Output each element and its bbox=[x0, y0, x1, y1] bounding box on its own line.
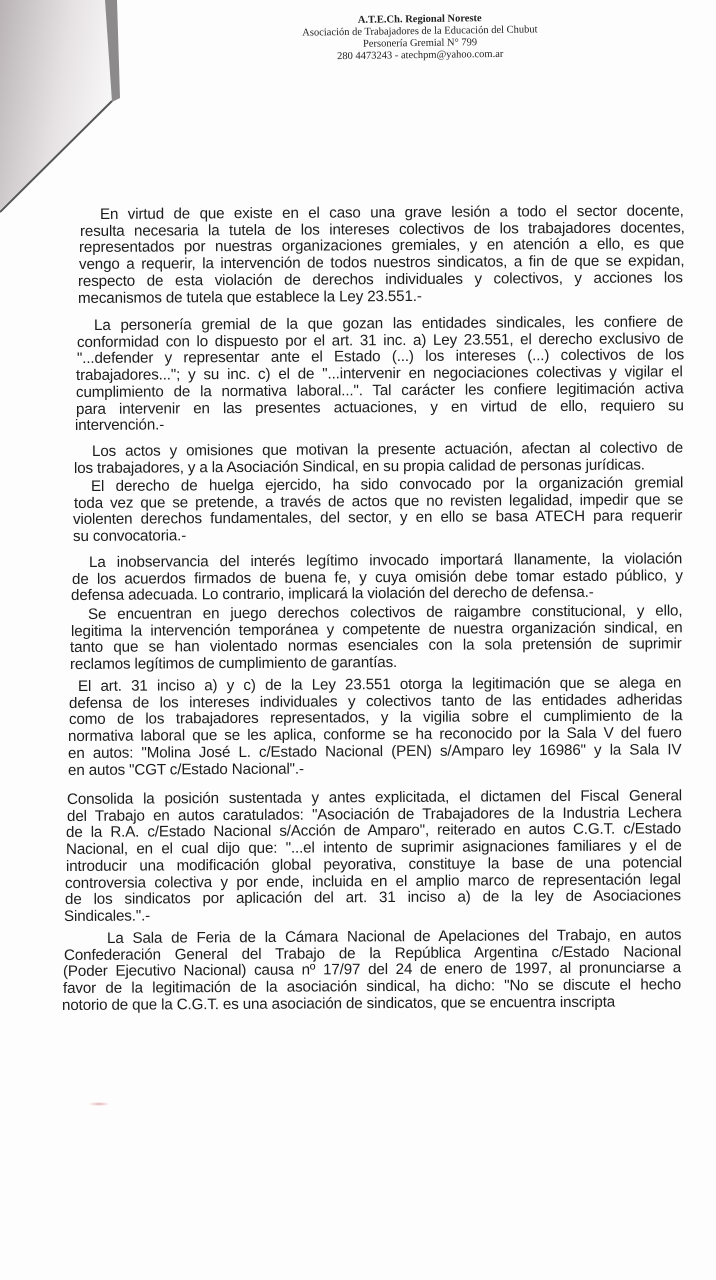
text-line: como de los trabajadores representados, y la vigilia sobre el cumplimiento de la bbox=[68, 707, 683, 729]
text-line: "...defender y representar ante el Estado (...) los intereses (...) colectivos de los bbox=[76, 346, 684, 368]
text-line: legitima la intervención temporánea y competente de nuestra organización sindical, en bbox=[70, 618, 683, 640]
text-line: notorio de que la C.G.T. es una asociación de sindicatos, que se encuentra inscripta bbox=[62, 993, 616, 1014]
text-line: de los acuerdos firmados de buena fe, y cuya omisión debe tomar estado público, y bbox=[71, 566, 683, 588]
text-line: favor de la legitimación de la asociación sindical, ha dicho: "No se discute el hecho bbox=[62, 976, 681, 998]
text-line: trabajadores..."; y su inc. c) el de "...intervenir en negociaciones colectivas y vigilar el bbox=[76, 363, 684, 385]
text-line: los trabajadores, y a la Asociación Sindical, en su propia calidad de personas jurídicas. bbox=[74, 456, 646, 477]
ink-smudge bbox=[88, 1102, 110, 1106]
text-line: En virtud de que existe en el caso una grave lesión a todo el sector docente, bbox=[99, 202, 684, 223]
text-line: controversia colectiva y por ende, incluida en el amplio marco de representación legal bbox=[65, 870, 682, 892]
text-line: del Trabajo en autos caratulados: "Asociación de Trabajadores de la Industria Lechera bbox=[66, 803, 682, 825]
text-line: La personería gremial de la que gozan las entidades sindicales, les confiere de bbox=[94, 313, 684, 334]
text-line: su convocatoria.- bbox=[72, 527, 186, 546]
text-line: para intervenir en las presentes actuaciones, y en virtud de ello, requiero su bbox=[75, 396, 684, 418]
text-line: Sindicales.".- bbox=[64, 907, 151, 925]
text-line: defensa de los intereses individuales y colectivos tanto de las entidades adheridas bbox=[69, 690, 683, 712]
text-line: en autos "CGT c/Estado Nacional".- bbox=[67, 760, 304, 779]
text-line: intervención.- bbox=[75, 416, 165, 435]
text-line: toda vez que se pretende, a través de actos que no revisten legalidad, impedir que se bbox=[73, 490, 683, 512]
text-line: cumplimiento de la normativa laboral...". Tal carácter les confiere legitimación activa bbox=[75, 380, 684, 401]
text-line: respecto de esta violación de derechos individuales y colectivos, y acciones los bbox=[78, 269, 684, 290]
letterhead-org-full: Asociación de Trabajadores de la Educación del Chubut bbox=[302, 24, 538, 39]
text-line: Consolida la posición sustentada y antes explicitada, el dictamen del Fiscal General bbox=[66, 787, 683, 808]
text-line: representados por nuestras organizaciones gremiales, y en atención a ello, es que bbox=[79, 235, 685, 257]
letterhead-contact: 280 4473243 - atechpm@yahoo.com.ar bbox=[337, 48, 504, 63]
letterhead-org-short: A.T.E.Ch. Regional Noreste bbox=[357, 13, 482, 26]
text-line: Nacional, en el cual dijo que: "...el intento de suprimir asignaciones familiares y el de bbox=[65, 837, 682, 859]
text-line: (Poder Ejecutivo Nacional) causa nº 17/97 del 24 de enero de 1997, al pronunciarse a bbox=[63, 959, 682, 981]
text-line: La Sala de Feria de la Cámara Nacional de Apelaciones del Trabajo, en autos bbox=[106, 926, 682, 947]
text-line: tanto que se han violentado normas esenciales con la sola pretensión de suprimir bbox=[70, 635, 683, 657]
text-line: introducir una modificación global peyorativa, constituye la base de una potencial bbox=[65, 854, 682, 875]
text-line: La inobservancia del interés legítimo invocado importará llanamente, la violación bbox=[89, 550, 683, 571]
text-line: El art. 31 inciso a) y c) de la Ley 23.551 otorga la legitimación que se alega en bbox=[78, 674, 682, 695]
text-line: reclamos legítimos de cumplimiento de garantías. bbox=[69, 654, 398, 674]
text-line: El derecho de huelga ejercido, ha sido convocado por la organización gremial bbox=[90, 474, 684, 495]
text-line: Confederación General del Trabajo de la República Argentina c/Estado Nacional bbox=[63, 942, 681, 964]
text-line: defensa adecuada. Lo contrario, implicará la violación del derecho de defensa.- bbox=[71, 584, 595, 605]
text-line: violenten derechos fundamentales, del sector, y en ello se basa ATECH para requerir bbox=[73, 507, 683, 529]
text-line: mecanismos de tutela que establece la Ley 23.551.- bbox=[77, 287, 422, 307]
text-line: normativa laboral que se les aplica, conforme se ha reconocido por la Sala V del fuero bbox=[68, 724, 683, 746]
text-line: conformidad con lo dispuesto por el art. 31 inc. a) Ley 23.551, el derecho exclusivo de bbox=[76, 329, 684, 351]
text-line: de la R.A. c/Estado Nacional s/Acción de Amparo", reiterado en autos C.G.T. c/Estado bbox=[66, 820, 682, 842]
text-line: Los actos y omisiones que motivan la presente actuación, afectan al colectivo de bbox=[91, 439, 683, 460]
text-line: resulta necesaria la tutela de los intereses colectivos de los trabajadores docentes, bbox=[79, 218, 685, 240]
text-line: en autos: "Molina José L. c/Estado Nacional (PEN) s/Amparo ley 16986" y la Sala IV bbox=[67, 741, 682, 762]
text-line: vengo a requerir, la intervención de todos nuestros sindicatos, a fin de que se expidan, bbox=[78, 252, 685, 274]
letterhead-personeria: Personería Gremial N° 799 bbox=[362, 37, 478, 50]
text-line: Se encuentran en juego derechos colectivos de raigambre constitucional, y ello, bbox=[88, 602, 683, 623]
text-line: de los sindicatos por aplicación del art. 31 inciso a) de la ley de Asociaciones bbox=[64, 887, 681, 909]
